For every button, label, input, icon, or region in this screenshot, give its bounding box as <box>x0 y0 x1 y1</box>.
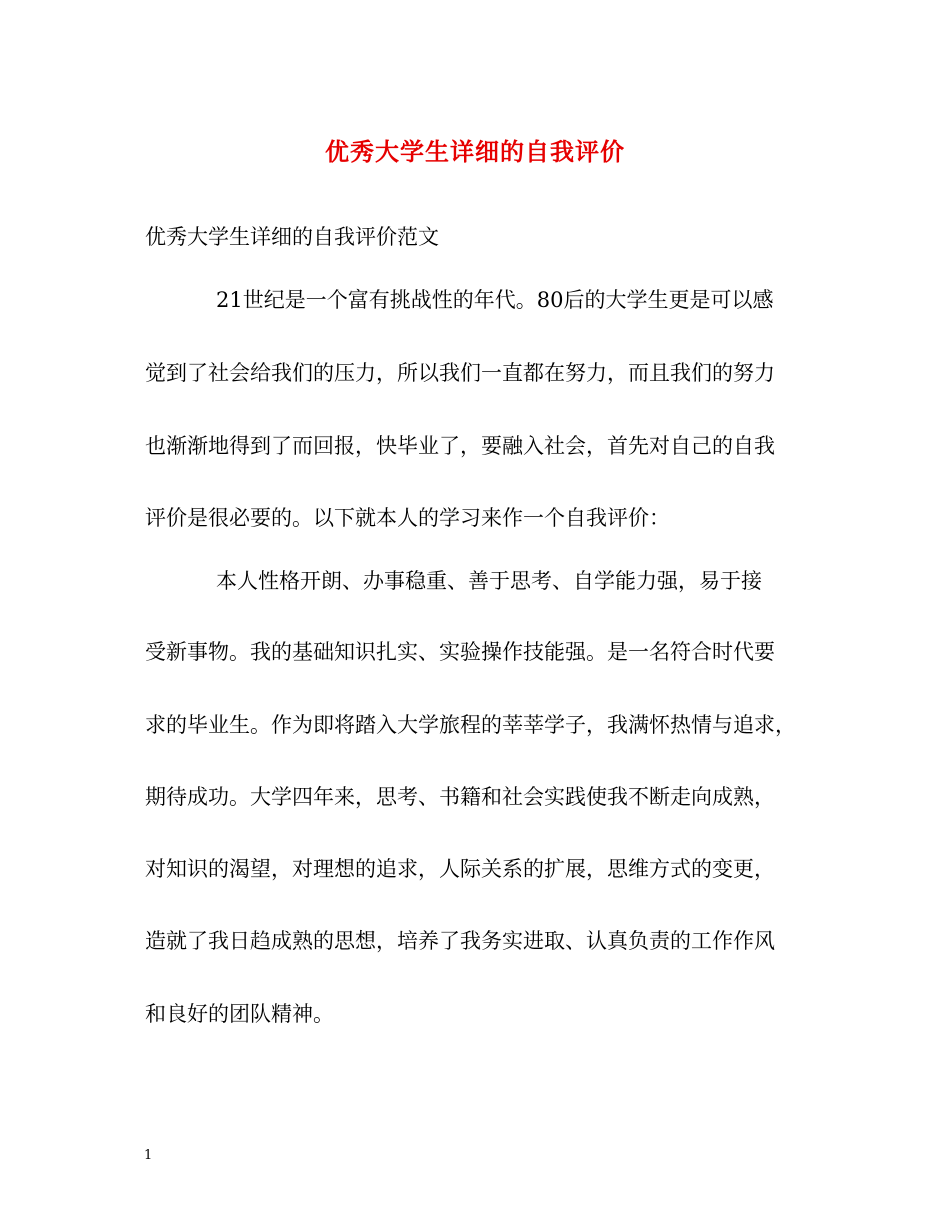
paragraph-line: 求的毕业生。作为即将踏入大学旅程的莘莘学子，我满怀热情与追求， <box>145 713 796 737</box>
document-subtitle: 优秀大学生详细的自我评价范文 <box>145 225 439 249</box>
paragraph-line: 和良好的团队精神。 <box>145 1002 334 1026</box>
paragraph-line: 本人性格开朗、办事稳重、善于思考、自学能力强，易于接 <box>216 569 762 593</box>
paragraph-line: 期待成功。大学四年来，思考、书籍和社会实践使我不断走向成熟， <box>145 785 775 809</box>
paragraph-line: 觉到了社会给我们的压力，所以我们一直都在努力，而且我们的努力 <box>145 361 775 385</box>
document-title: 优秀大学生详细的自我评价 <box>325 137 625 166</box>
paragraph-line: 造就了我日趋成熟的思想，培养了我务实进取、认真负责的工作作风 <box>145 929 775 953</box>
page-number: 1 <box>144 1148 153 1163</box>
paragraph-line: 对知识的渴望，对理想的追求，人际关系的扩展，思维方式的变更， <box>145 857 775 881</box>
paragraph-line: 也渐渐地得到了而回报，快毕业了，要融入社会，首先对自己的自我 <box>145 434 775 458</box>
paragraph-line: 受新事物。我的基础知识扎实、实验操作技能强。是一名符合时代要 <box>145 640 775 664</box>
paragraph-line: 评价是很必要的。以下就本人的学习来作一个自我评价： <box>145 506 670 530</box>
paragraph-line: 21世纪是一个富有挑战性的年代。80后的大学生更是可以感 <box>216 288 774 312</box>
